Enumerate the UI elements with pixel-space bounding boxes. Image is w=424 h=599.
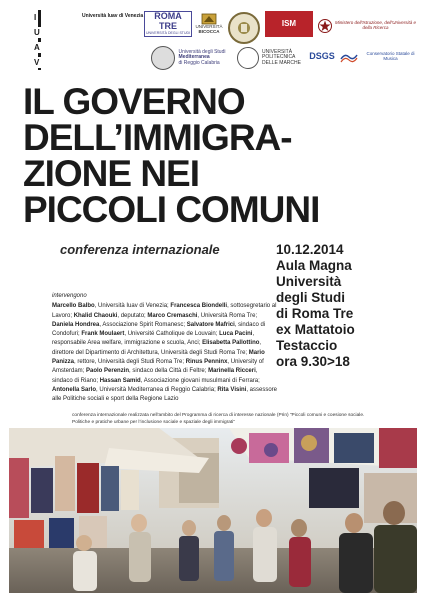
conservatorio-logo-text: Conservatorio Statale di Musica — [366, 51, 415, 61]
ism-logo-text: ISM — [281, 18, 297, 28]
subtitle: conferenza internazionale — [60, 242, 220, 257]
conservatorio-logo — [340, 46, 420, 68]
reggio-calabria-logo — [145, 44, 231, 72]
star-emblem-icon — [318, 18, 332, 34]
speakers-block — [52, 292, 277, 405]
roma-tre-logo — [144, 11, 192, 37]
speaker-name: Antonella Sarlo — [52, 386, 97, 393]
title-line-1: IL GOVERNO — [23, 81, 245, 122]
page-title — [23, 81, 413, 230]
iuav-letter-i: I — [34, 13, 37, 22]
speaker-role: , Università Iuav di Venezia; — [94, 303, 171, 310]
iuav-letter-v: V — [34, 58, 40, 67]
speaker-name: Marco Cremaschi — [147, 312, 198, 319]
speaker-name: Paolo Perenzin — [86, 368, 130, 375]
iuav-letter-u: U — [34, 28, 40, 37]
speaker-role: , sindaco di Riano; — [52, 368, 258, 384]
roma-tre-logo-line3: UNIVERSITÀ DEGLI STUDI — [146, 30, 190, 35]
iuav-letter-a: A — [34, 43, 40, 52]
roma-tre-logo-line1: ROMA — [154, 11, 182, 22]
title-line-3: ZIONE NEI — [23, 153, 200, 194]
speaker-role: , University of Amsterdam; — [52, 359, 264, 375]
event-place-line-5: ex Mattatoio — [276, 322, 355, 337]
event-place-line-2: Università — [276, 274, 342, 289]
speaker-name: Hassan Samid — [99, 377, 141, 384]
footnote: conferenza internazionale realizzata nell'ambito del Programma di ricerca di interesse nazionale (Prin) “Piccoli comuni e coesione sociale. Politiche e pratiche urbane per l’inclusione sociale e spaziale degli immigrati” — [72, 413, 365, 425]
speaker-role: , Université Catholique de Louvain; — [124, 331, 220, 338]
dsgs-logo — [306, 46, 338, 68]
speaker-name: Elisabetta Pallottino — [202, 340, 260, 347]
speaker-role: , Associazione Spirit Romanesc; — [99, 321, 187, 328]
speaker-role: , responsabile Area welfare, immigrazione e scuola, Anci; — [52, 331, 255, 347]
speakers-label: intervengono — [52, 293, 87, 299]
marche-logo-line2: POLITECNICA — [262, 54, 296, 61]
title-line-4: PICCOLI COMUNI — [23, 189, 320, 230]
reggio-logo-line2: Mediterranea — [178, 54, 210, 61]
bicocca-logo-line1: UNIVERSITÀ — [195, 24, 223, 30]
roma-tre-logo-line2: TRE — [159, 21, 177, 32]
event-place-line-4: di Roma Tre — [276, 306, 354, 321]
university-name: Università Iuav di Venezia — [82, 13, 144, 19]
bicocca-logo-line2: BICOCCA — [198, 29, 220, 34]
speaker-name: Frank Moulaert — [81, 331, 125, 338]
speaker-role: , rettore, Università degli Studi Roma Tre; — [74, 359, 186, 366]
wave-icon — [340, 51, 358, 63]
speaker-role: , sottosegretario al Lavoro; — [52, 303, 277, 319]
speaker-name: Salvatore Mafrici — [186, 321, 235, 328]
bicocca-logo — [194, 12, 224, 36]
speaker-name: Luca Pacini — [219, 331, 253, 338]
marche-logo-line1: UNIVERSITÀ — [262, 48, 293, 55]
speakers-list — [52, 302, 277, 404]
speaker-name: Francesca Biondelli — [170, 303, 228, 310]
speaker-role: , Università Mediterranea di Reggio Calabria; — [96, 386, 218, 393]
event-place-line-3: degli Studi — [276, 290, 345, 305]
event-info — [276, 242, 416, 370]
speaker-role: , deputato; — [117, 312, 148, 319]
ministero-logo — [318, 12, 416, 40]
reggio-logo-line1: Università degli Studi — [178, 48, 226, 55]
speaker-name: Mario Panizza — [52, 349, 265, 366]
market-photo-icon — [9, 428, 417, 593]
event-place-line-6: Testaccio — [276, 338, 338, 353]
speaker-role: , Università Roma Tre; — [197, 312, 258, 319]
speaker-name: Daniela Hondrea — [52, 321, 100, 328]
speaker-role: , assessore alle Politiche sociali e sport della Regione Lazio — [52, 386, 278, 403]
ism-logo — [265, 11, 313, 37]
speaker-role: , sindaco di Condofuri; — [52, 321, 266, 338]
speaker-role: , sindaco della Città di Feltre; — [129, 368, 209, 375]
ministero-logo-text: Ministero dell'Istruzione, dell'Università e della Ricerca — [335, 20, 416, 30]
event-date: 10.12.2014 — [276, 242, 344, 257]
reggio-logo-line3: di Reggio Calabria — [178, 59, 220, 66]
dsgs-logo-text: DSGS — [309, 51, 335, 62]
speaker-name: Khalid Chaouki — [73, 312, 118, 319]
marche-logo — [234, 44, 304, 72]
speaker-role: , direttore del Dipartimento di Architettura, Università degli Studi Roma Tre; — [52, 340, 262, 356]
speaker-name: Rita Visini — [217, 386, 247, 393]
event-time: ora 9.30>18 — [276, 354, 350, 369]
speaker-name: Marinella Ricceri — [208, 368, 256, 375]
reggio-seal-icon — [151, 46, 175, 70]
event-place-line-1: Aula Magna — [276, 258, 352, 273]
speaker-role: , Associazione giovani musulmani di Ferrara; — [140, 377, 260, 384]
speaker-name: Rinus Penninx — [185, 359, 228, 366]
seal-icon — [228, 12, 260, 44]
marche-logo-line3: DELLE MARCHE — [262, 59, 301, 66]
speaker-name: Marcello Balbo — [52, 303, 95, 310]
title-line-2: DELL’IMMIGRA- — [23, 117, 292, 158]
marche-seal-icon — [237, 47, 259, 69]
